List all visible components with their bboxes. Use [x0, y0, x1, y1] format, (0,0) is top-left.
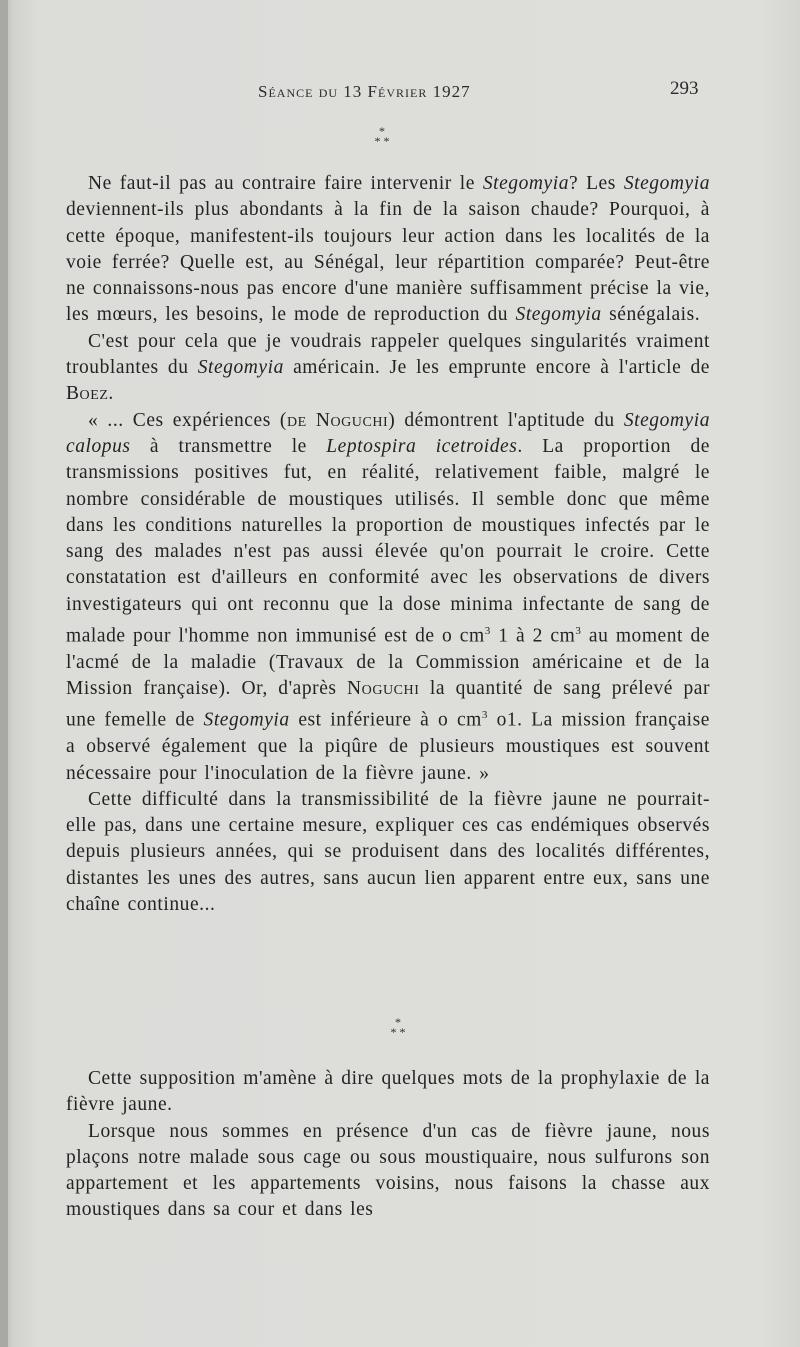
- paragraph-6: Lorsque nous sommes en présence d'un cas de fièvre jaune, nous plaçons notre malade sous cage ou sous moustiquaire, nous sulfurons son appartement et les appartements voisins, nous faisons la chasse aux moustiques dans sa cour et dans les: [66, 1120, 710, 1221]
- asterism-bottom: [378, 1017, 418, 1037]
- asterism-stars: * *: [390, 1025, 406, 1039]
- italic-term: Stegomyia: [515, 304, 602, 326]
- superscript: 3: [575, 625, 582, 638]
- text-run: américain. Je les emprunte encore à l'article de: [283, 357, 710, 379]
- section-two: [66, 1066, 710, 1224]
- text-run: sénégalais.: [601, 304, 701, 326]
- text-run: 1 à 2 cm: [490, 625, 576, 647]
- paragraph-2: [66, 329, 710, 408]
- text-run: la quantité de sang prélevé par une femelle de: [66, 678, 710, 731]
- page-header: [0, 78, 800, 108]
- author-name: Noguchi: [347, 678, 420, 700]
- text-run: deviennent-ils plus abondants à la fin de la saison chaude? Pourquoi, à cette époque, manifestent-ils toujours leur action dans les localités de la voie ferrée? Quelle est, au Sénégal, leur répartition comparée? Peut-être ne connaissons-nous pas encore d'une manière suffisamment précise la vie, les mœurs, les besoins, le mode de reproduction du: [66, 199, 710, 326]
- text-run: o1. La mission française a observé également que la piqûre de plusieurs moustiques est souvent nécessaire pour l'inoculation de la fièvre jaune. »: [66, 709, 710, 784]
- asterism-stars: * *: [374, 134, 390, 148]
- asterism-top: [362, 126, 402, 146]
- text-run: au moment de l'acmé de la maladie (Travaux de la Commission américaine et de la Mission française). Or, d'après: [66, 625, 710, 700]
- author-name: de Noguchi: [286, 409, 389, 431]
- section-one: [66, 171, 710, 918]
- asterism-star: *: [395, 1015, 401, 1029]
- text-run: Ne faut-il pas au contraire faire intervenir le: [88, 173, 483, 194]
- text-run: est inférieure à o cm: [289, 709, 482, 731]
- superscript: 3: [484, 625, 491, 638]
- italic-term: Stegomyia: [482, 173, 569, 194]
- italic-term: Leptospira icetroides: [326, 435, 518, 457]
- paragraph-1: [66, 171, 710, 329]
- text-run: . La proportion de transmissions positives fut, en réalité, relativement faible, malgré le nombre considérable de moustiques utilisés. Il semble donc que même dans les conditions naturelles la proportion de moustiques infectés par le sang des malades n'est pas aussi élevée qu'on pourrait le croire. Cette constatation est d'ailleurs en conformité avec les observations de divers investigateurs qui ont reconnu que la dose minima infectante de sang de malade pour l'homme non immunisé est de o cm: [66, 435, 711, 647]
- text-run: à transmettre le: [130, 435, 327, 457]
- paragraph-5: Cette supposition m'amène à dire quelques mots de la prophylaxie de la fièvre jaune.: [66, 1068, 710, 1116]
- page-number: 293: [670, 78, 699, 99]
- paragraph-4: Cette difficulté dans la transmissibilité de la fièvre jaune ne pourrait-elle pas, dans une certaine mesure, expliquer ces cas endémiques observés depuis plusieurs années, qui se produisent dans des localités différentes, distantes les unes des autres, sans aucun lien apparent entre eux, sans une chaîne continue...: [66, 788, 710, 916]
- italic-term: Stegomyia: [623, 173, 710, 194]
- italic-term: Stegomyia: [197, 357, 284, 379]
- superscript: 3: [481, 709, 488, 722]
- text-run: « ... Ces expériences (: [88, 409, 287, 431]
- text-run: C'est pour cela que je voudrais rappeler quelques singularités vraiment troublantes du: [66, 330, 710, 379]
- asterism-star: *: [379, 124, 385, 138]
- paragraph-3-quote: [66, 408, 710, 787]
- running-head: Séance du 13 Février 1927: [258, 82, 471, 101]
- text-run: .: [108, 383, 114, 405]
- italic-term: Stegomyia: [203, 709, 290, 731]
- text-run: ? Les: [569, 173, 624, 194]
- text-run: ) démontrent l'aptitude du: [388, 409, 624, 431]
- binding-gutter: [0, 0, 8, 1347]
- author-name: Boez: [66, 383, 109, 405]
- italic-term: Stegomyia calopus: [66, 409, 710, 457]
